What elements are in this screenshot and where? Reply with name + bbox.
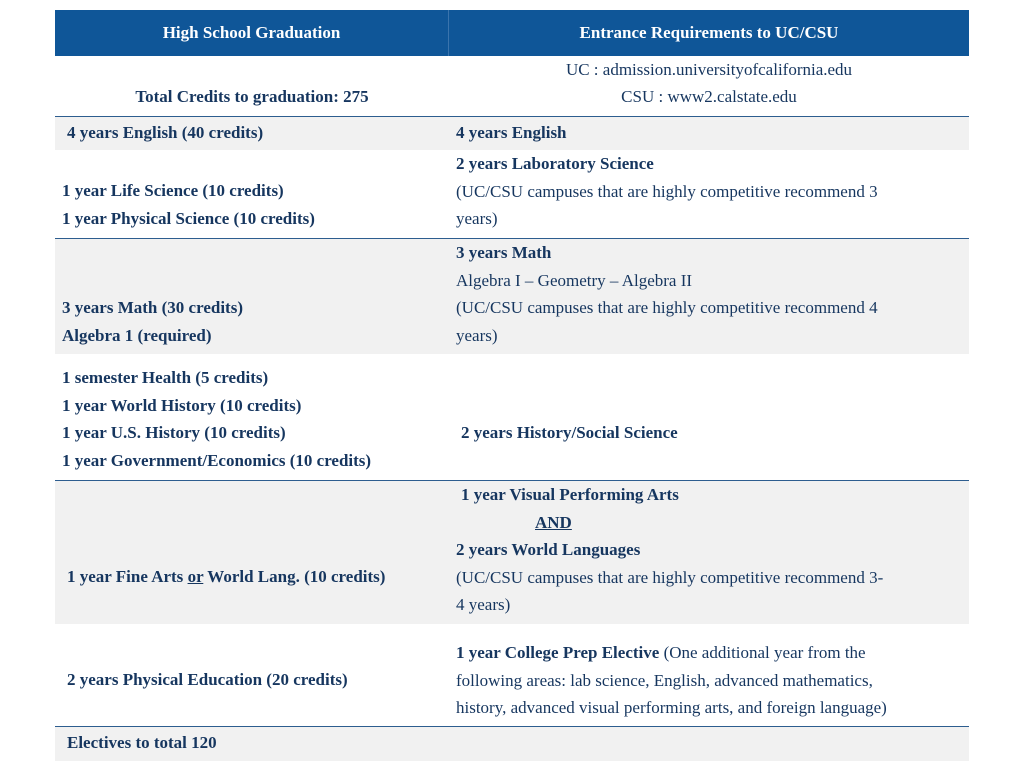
- world-languages-text: 2 years World Languages: [456, 540, 641, 559]
- lab-science-title: 2 years Laboratory Science: [456, 154, 654, 173]
- requirements-table: [55, 10, 969, 761]
- lab-science-note-end: years): [456, 209, 498, 228]
- algebra-required-text: Algebra 1 (required): [62, 325, 212, 345]
- math-grad-text: 3 years Math (30 credits): [62, 298, 243, 317]
- college-prep-elective-line: 1 year College Prep Elective (One additional year from the: [456, 643, 866, 662]
- row-social-science: [55, 354, 969, 480]
- math-uc-title: 3 years Math: [456, 243, 552, 262]
- electives-text: Electives to total 120: [67, 733, 217, 752]
- arts-languages-note-end: 4 years): [456, 595, 511, 614]
- world-history-text: 1 year World History (10 credits): [62, 395, 302, 415]
- government-text: 1 year Government/Economics (10 credits): [62, 450, 372, 470]
- row-electives: [55, 726, 969, 761]
- row-english: [55, 116, 969, 150]
- life-science-text: 1 year Life Science (10 credits): [62, 181, 284, 200]
- row-math: [55, 238, 969, 354]
- row-science: [55, 150, 969, 238]
- physical-science-text: 1 year Physical Science (10 credits): [62, 208, 315, 228]
- total-credits-text: Total Credits to graduation: 275: [135, 87, 369, 106]
- uc-website: UC : admission.universityofcalifornia.edu: [565, 60, 853, 79]
- header-uc-csu: Entrance Requirements to UC/CSU: [579, 23, 839, 42]
- physical-education-text: 2 years Physical Education (20 credits): [67, 670, 348, 689]
- arts-languages-note: (UC/CSU campuses that are highly competitive recommend 3-: [456, 567, 884, 587]
- header-high-school: High School Graduation: [55, 10, 449, 56]
- and-text: AND: [535, 512, 572, 532]
- row-arts-languages: [55, 480, 969, 624]
- math-sequence: Algebra I – Geometry – Algebra II: [456, 270, 693, 290]
- english-grad-text: 4 years English (40 credits): [67, 123, 264, 142]
- elective-areas-text: following areas: lab science, English, advanced mathematics,: [456, 670, 873, 690]
- row-total-credits: [55, 56, 969, 116]
- header-row: [55, 10, 969, 56]
- visual-arts-text: 1 year Visual Performing Arts: [461, 485, 679, 504]
- math-note-end: years): [456, 325, 498, 345]
- english-uc-text: 4 years English: [456, 123, 567, 142]
- history-social-science-text: 2 years History/Social Science: [461, 423, 678, 442]
- health-text: 1 semester Health (5 credits): [62, 368, 269, 387]
- lab-science-note: (UC/CSU campuses that are highly competitive recommend 3: [456, 181, 878, 201]
- math-note: (UC/CSU campuses that are highly competitive recommend 4: [456, 298, 878, 317]
- us-history-text: 1 year U.S. History (10 credits): [62, 423, 286, 442]
- fine-arts-text: 1 year Fine Arts or World Lang. (10 credits): [67, 567, 386, 586]
- elective-areas-text-end: history, advanced visual performing arts, and foreign language): [456, 698, 887, 717]
- row-physical-education: [55, 624, 969, 726]
- csu-website: CSU : www2.calstate.edu: [621, 87, 797, 106]
